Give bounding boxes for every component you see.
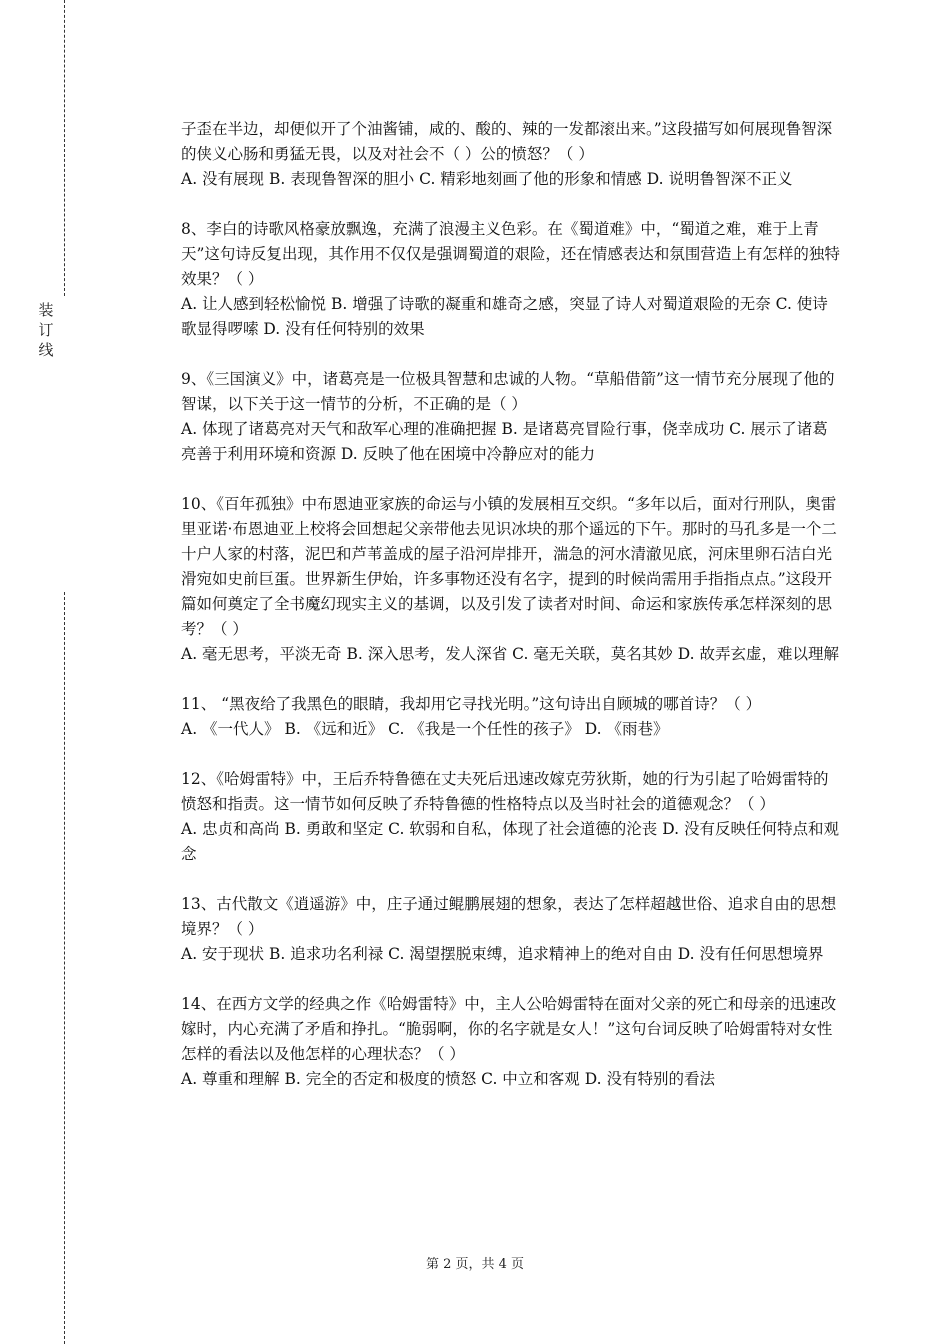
page-number: 第 2 页，共 4 页 bbox=[425, 1257, 525, 1272]
question-item bbox=[181, 217, 841, 342]
question-stem: 子歪在半边，却便似开了个油酱铺，咸的、酸的、辣的一发都滚出来。”这段描写如何展现鲁智深的侠义心肠和勇猛无畏，以及对社会不（ ）公的愤怒？（ ） bbox=[181, 120, 833, 163]
question-stem: 8、李白的诗歌风格豪放飘逸，充满了浪漫主义色彩。在《蜀道难》中，“蜀道之难，难于上青天”这句诗反复出现，其作用不仅仅是强调蜀道的艰险，还在情感表达和氛围营造上有怎样的独特效果？（ ） bbox=[181, 220, 840, 288]
question-stem: 13、古代散文《逍遥游》中，庄子通过鲲鹏展翅的想象，表达了怎样超越世俗、追求自由的思想境界？（ ） bbox=[181, 895, 837, 938]
question-options: A. 让人感到轻松愉悦 B. 增强了诗歌的凝重和雄奇之感，突显了诗人对蜀道艰险的无奈 C. 使诗歌显得啰嗦 D. 没有任何特别的效果 bbox=[181, 295, 828, 338]
binding-label bbox=[36, 300, 56, 360]
question-list bbox=[181, 117, 841, 1117]
question-options: A. 《一代人》 B. 《远和近》 C. 《我是一个任性的孩子》 D. 《雨巷》 bbox=[181, 720, 669, 738]
question-item bbox=[181, 492, 841, 667]
question-item bbox=[181, 992, 841, 1092]
question-stem: 9、《三国演义》中，诸葛亮是一位极具智慧和忠诚的人物。“草船借箭”这一情节充分展现了他的智谋，以下关于这一情节的分析，不正确的是（ ） bbox=[181, 370, 835, 413]
question-stem: 14、在西方文学的经典之作《哈姆雷特》中，主人公哈姆雷特在面对父亲的死亡和母亲的迅速改嫁时，内心充满了矛盾和挣扎。“脆弱啊，你的名字就是女人！”这句台词反映了哈姆雷特对女性怎样的看法以及他怎样的心理状态？（ ） bbox=[181, 995, 837, 1063]
question-options: A. 体现了诸葛亮对天气和敌军心理的准确把握 B. 是诸葛亮冒险行事，侥幸成功 C. 展示了诸葛亮善于利用环境和资源 D. 反映了他在困境中冷静应对的能力 bbox=[181, 420, 828, 463]
question-item bbox=[181, 117, 841, 192]
question-stem: 11、 “黑夜给了我黑色的眼睛，我却用它寻找光明。”这句诗出自顾城的哪首诗？（ ） bbox=[181, 695, 762, 713]
question-item bbox=[181, 892, 841, 967]
question-options: A. 安于现状 B. 追求功名利禄 C. 渴望摆脱束缚，追求精神上的绝对自由 D. 没有任何思想境界 bbox=[181, 945, 824, 963]
question-item bbox=[181, 692, 841, 742]
question-item bbox=[181, 767, 841, 867]
question-stem: 10、《百年孤独》中布恩迪亚家族的命运与小镇的发展相互交织。“多年以后，面对行刑队，奥雷里亚诺·布恩迪亚上校将会回想起父亲带他去见识冰块的那个遥远的下午。那时的马孔多是一个二十户人家的村落，泥巴和芦苇盖成的屋子沿河岸排开，湍急的河水清澈见底，河床里卵石洁白光滑宛如史前巨蛋。世界新生伊始，许多事物还没有名字，提到的时候尚需用手指指点点。”这段开篇如何奠定了全书魔幻现实主义的基调，以及引发了读者对时间、命运和家族传承怎样深刻的思考？（ ） bbox=[181, 495, 837, 638]
question-options: A. 忠贞和高尚 B. 勇敢和坚定 C. 软弱和自私，体现了社会道德的沦丧 D. 没有反映任何特点和观念 bbox=[181, 820, 839, 863]
binding-char: 订 bbox=[38, 321, 54, 339]
question-options: A. 毫无思考，平淡无奇 B. 深入思考，发人深省 C. 毫无关联，莫名其妙 D. 故弄玄虚，难以理解 bbox=[181, 645, 839, 663]
binding-char: 线 bbox=[38, 341, 54, 359]
binding-line-bottom bbox=[64, 592, 65, 1344]
binding-line-top bbox=[64, 0, 65, 296]
binding-char: 装 bbox=[38, 301, 54, 319]
question-stem: 12、《哈姆雷特》中，王后乔特鲁德在丈夫死后迅速改嫁克劳狄斯，她的行为引起了哈姆雷特的愤怒和指责。这一情节如何反映了乔特鲁德的性格特点以及当时社会的道德观念？（ ） bbox=[181, 770, 829, 813]
question-item bbox=[181, 367, 841, 467]
question-options: A. 没有展现 B. 表现鲁智深的胆小 C. 精彩地刻画了他的形象和情感 D. 说明鲁智深不正义 bbox=[181, 170, 793, 188]
question-options: A. 尊重和理解 B. 完全的否定和极度的愤怒 C. 中立和客观 D. 没有特别的看法 bbox=[181, 1070, 715, 1088]
